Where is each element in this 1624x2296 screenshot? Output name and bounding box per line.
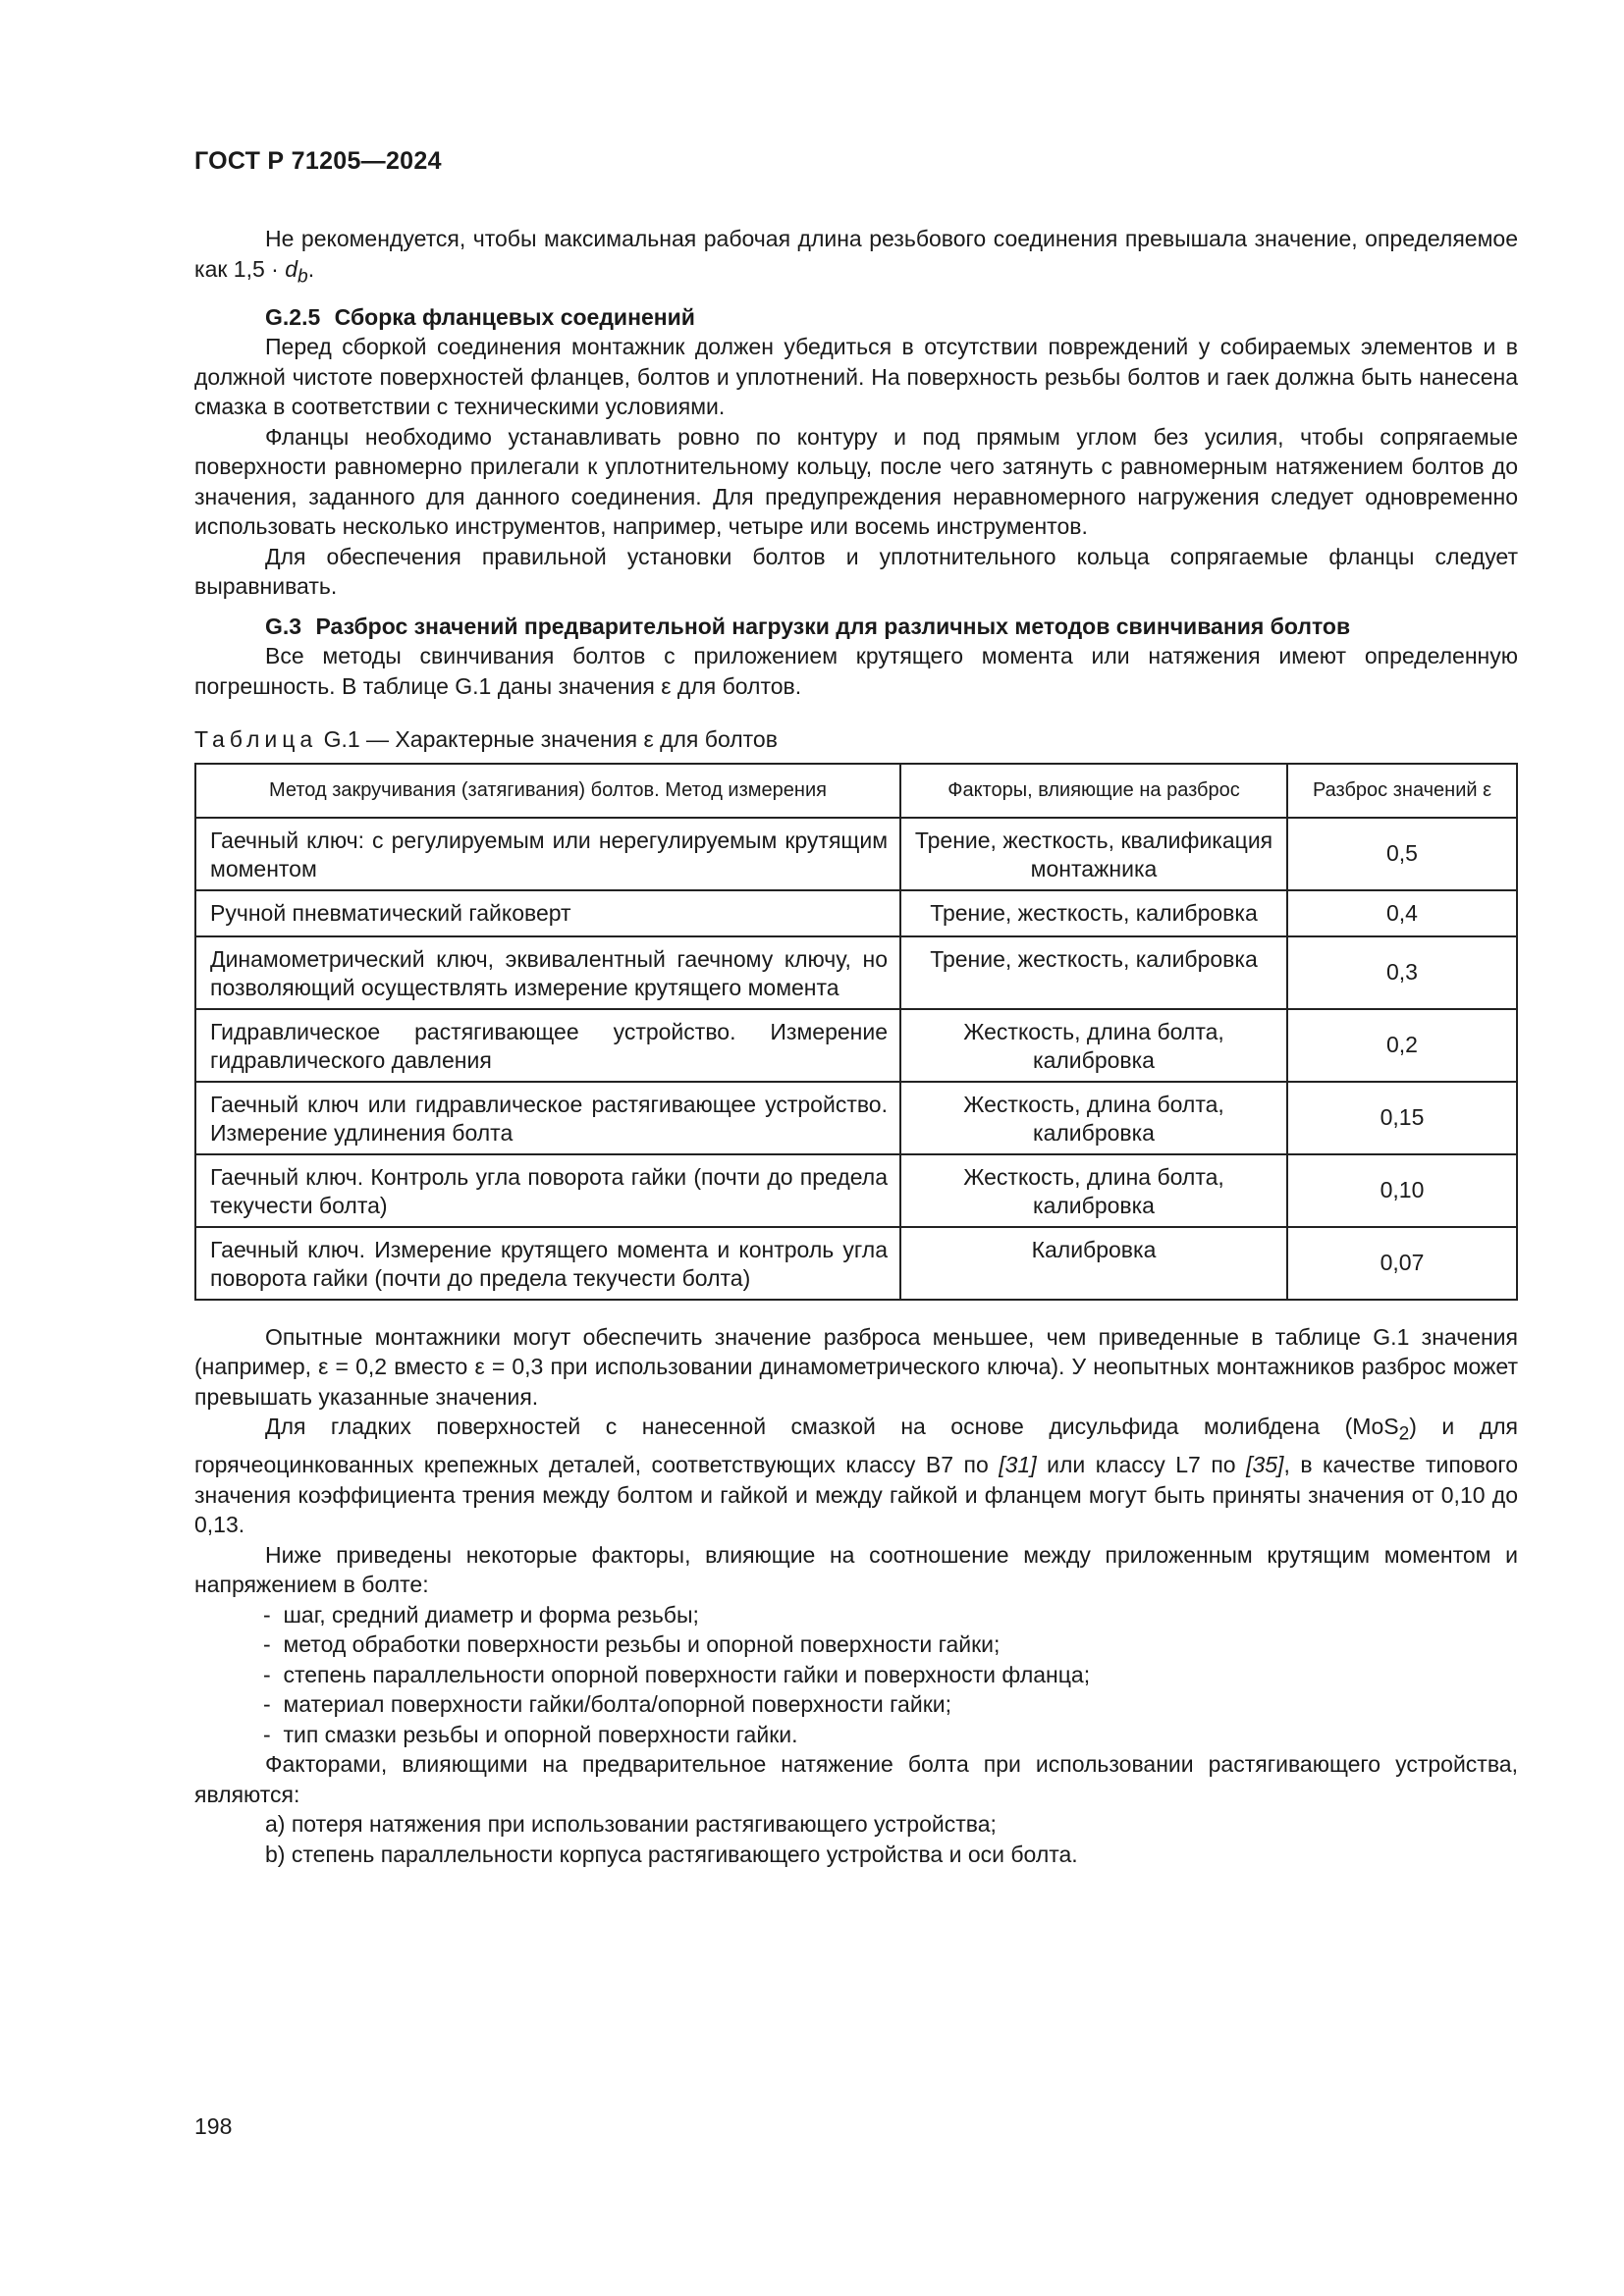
cell-method: Динамометрический ключ, эквивалентный гаечному ключу, но позволяющий осуществлять измерение крутящего момента xyxy=(195,936,900,1009)
cell-method: Ручной пневматический гайковерт xyxy=(195,890,900,936)
paragraph-tension-factors: Факторами, влияющими на предварительное натяжение болта при использовании растягивающего устройства, являются: xyxy=(194,1751,1518,1807)
cell-value: 0,07 xyxy=(1287,1227,1517,1300)
paragraph-thread-length xyxy=(194,224,1518,293)
paragraph-friction xyxy=(194,1412,1518,1540)
table-row xyxy=(195,1082,1517,1154)
list-item-b: b) степень параллельности корпуса растягивающего устройства и оси болта. xyxy=(265,1841,1078,1867)
cell-factors: Жесткость, длина болта, калибровка xyxy=(900,1154,1287,1227)
standard-header: ГОСТ Р 71205—2024 xyxy=(194,147,442,175)
paragraph-experienced: Опытные монтажники могут обеспечить значение разброса меньшее, чем приведенные в таблице G.1 значения (например, ε = 0,2 вместо ε = 0,3 при использовании динамометрического ключа). У неопытных монтажников разброс может превышать указанные значения. xyxy=(194,1323,1518,1410)
cell-factors: Жесткость, длина болта, калибровка xyxy=(900,1082,1287,1154)
header-factors: Факторы, влияющие на разброс xyxy=(900,764,1287,818)
list-item-a: a) потеря натяжения при использовании растягивающего устройства; xyxy=(265,1811,997,1838)
cell-method: Гаечный ключ: с регулируемым или нерегулируемым крутящим моментом xyxy=(195,818,900,890)
cell-factors: Жесткость, длина болта, калибровка xyxy=(900,1009,1287,1082)
after-table-section xyxy=(194,1322,1518,1870)
heading-g3 xyxy=(194,612,1518,642)
list-item: - метод обработки поверхности резьбы и опорной поверхности гайки; xyxy=(263,1629,1518,1660)
var-d: d xyxy=(285,255,298,282)
text-part: , в качестве типового значения коэффициента трения между болтом и гайкой и между гайкой и фланцем могут быть приняты значения от 0,10 до 0,13. xyxy=(194,1452,1519,1538)
cell-factors: Трение, жесткость, квалификация монтажника xyxy=(900,818,1287,890)
paragraph-g3-1: Все методы свинчивания болтов с приложением крутящего момента или натяжения имеют определенную погрешность. В таблице G.1 даны значения ε для болтов. xyxy=(194,643,1518,699)
paragraph-g25-1: Перед сборкой соединения монтажник должен убедиться в отсутствии повреждений у собираемых элементов и в должной чистоте поверхностей фланцев, болтов и уплотнений. На поверхность резьбы болтов и гаек должна быть нанесена смазка в соответствии с техническими условиями. xyxy=(194,334,1518,420)
heading-title: Сборка фланцевых соединений xyxy=(334,303,695,330)
reference-35: [35] xyxy=(1246,1452,1284,1478)
table-caption-word: Таблица xyxy=(194,726,318,753)
cell-method: Гаечный ключ или гидравлическое растягивающее устройство. Измерение удлинения болта xyxy=(195,1082,900,1154)
cell-value: 0,15 xyxy=(1287,1082,1517,1154)
cell-method: Гаечный ключ. Контроль угла поворота гайки (почти до предела текучести болта) xyxy=(195,1154,900,1227)
cell-value: 0,5 xyxy=(1287,818,1517,890)
cell-factors: Трение, жесткость, калибровка xyxy=(900,890,1287,936)
cell-value: 0,3 xyxy=(1287,936,1517,1009)
list-item: - тип смазки резьбы и опорной поверхности гайки. xyxy=(263,1720,1518,1750)
page-content xyxy=(194,224,1518,1869)
table-caption-text: G.1 — Характерные значения ε для болтов xyxy=(323,726,778,753)
factors-list xyxy=(194,1600,1518,1750)
table-header-row xyxy=(195,764,1517,818)
cell-method: Гаечный ключ. Измерение крутящего момента и контроль угла поворота гайки (почти до предела текучести болта) xyxy=(195,1227,900,1300)
page-number: 198 xyxy=(194,2113,233,2139)
list-item: - степень параллельности опорной поверхности гайки и поверхности фланца; xyxy=(263,1660,1518,1690)
table-g1 xyxy=(194,763,1518,1301)
paragraph-factors-intro: Ниже приведены некоторые факторы, влияющие на соотношение между приложенным крутящим моментом и напряжением в болте: xyxy=(194,1541,1518,1598)
paragraph-text: Не рекомендуется, чтобы максимальная рабочая длина резьбового соединения превышала значение, определяемое как 1,5 · xyxy=(194,226,1518,282)
cell-factors: Калибровка xyxy=(900,1227,1287,1300)
text-part: или классу L7 по xyxy=(1036,1452,1247,1478)
table-caption xyxy=(194,724,1518,755)
header-method: Метод закручивания (затягивания) болтов. Метод измерения xyxy=(195,764,900,818)
text-part: Для гладких поверхностей с нанесенной смазкой на основе дисульфида молибдена (MoS xyxy=(265,1414,1399,1440)
table-row xyxy=(195,1009,1517,1082)
paragraph-g25-3: Для обеспечения правильной установки болтов и уплотнительного кольца сопрягаемые фланцы следует выравнивать. xyxy=(194,543,1518,600)
table-row xyxy=(195,1154,1517,1227)
cell-value: 0,4 xyxy=(1287,890,1517,936)
cell-factors: Трение, жесткость, калибровка xyxy=(900,936,1287,1009)
table-row xyxy=(195,818,1517,890)
var-sub-b: b xyxy=(298,266,308,288)
reference-31: [31] xyxy=(999,1452,1037,1478)
table-row xyxy=(195,890,1517,936)
cell-value: 0,2 xyxy=(1287,1009,1517,1082)
heading-title: Разброс значений предварительной нагрузки для различных методов свинчивания болтов xyxy=(315,613,1351,639)
heading-g25 xyxy=(194,302,1518,333)
header-value: Разброс значений ε xyxy=(1287,764,1517,818)
subscript-2: 2 xyxy=(1398,1423,1410,1445)
table-row xyxy=(195,1227,1517,1300)
list-item: - материал поверхности гайки/болта/опорной поверхности гайки; xyxy=(263,1689,1518,1720)
heading-number: G.2.5 xyxy=(265,303,321,330)
table-row xyxy=(195,936,1517,1009)
text-part: ) и для горячеоцинкованных крепежных деталей, соответствующих классу B7 по xyxy=(194,1414,1518,1478)
cell-value: 0,10 xyxy=(1287,1154,1517,1227)
paragraph-end: . xyxy=(307,255,315,282)
paragraph-g25-2: Фланцы необходимо устанавливать ровно по контуру и под прямым углом без усилия, чтобы сопрягаемые поверхности равномерно прилегали к уплотнительному кольцу, после чего затянуть с равномерным натяжением болтов до значения, заданного для данного соединения. Для предупреждения неравномерного нагружения следует одновременно использовать несколько инструментов, например, четыре или восемь инструментов. xyxy=(194,423,1518,540)
heading-number: G.3 xyxy=(265,613,302,639)
list-item: - шаг, средний диаметр и форма резьбы; xyxy=(263,1600,1518,1630)
cell-method: Гидравлическое растягивающее устройство. Измерение гидравлического давления xyxy=(195,1009,900,1082)
